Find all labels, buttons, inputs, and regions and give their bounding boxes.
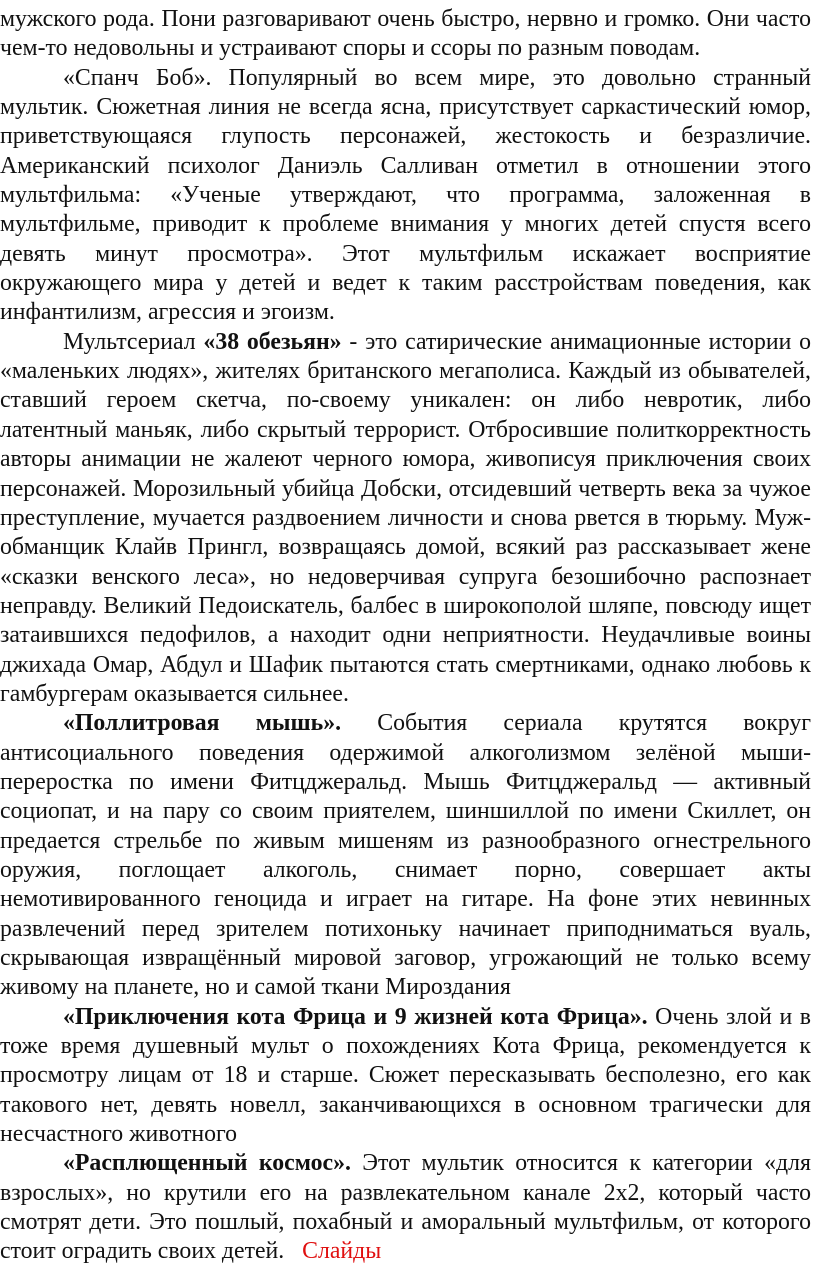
paragraph-fritz-the-cat [0,1003,811,1150]
paragraph-text: Очень злой и в тоже время душевный мульт о похождениях Кота Фрица, рекомендуется к просмотру лицам от 18 и старше. Сюжет пересказывать бесполезно, его как такового нет, девять новелл, заканчивающихся в основном трагически для несчастного животного [0,1003,811,1148]
paragraph-title-bold: «Поллитровая мышь». [63,710,342,737]
paragraph-title-bold: «Расплющенный космос». [63,1150,351,1177]
slides-link[interactable]: Слайды [302,1238,382,1265]
paragraph-text: «Спанч Боб». Популярный во всем мире, это довольно странный мультик. Сюжетная линия не всегда ясна, присутствует саркастический юмор, приветствующаяся глупость персонажей, жестокость и безразличие. Американский психолог Даниэль Салливан отметил в отношении этого мультфильма: «Ученые утверждают, что программа, заложенная в мультфильме, приводит к проблеме внимания у многих детей спустя всего девять минут просмотра». Этот мультфильм искажает восприятие окружающего мира у детей и ведет к таким расстройствам поведения, как инфантилизм, агрессия и эгоизм. [0,64,811,326]
paragraph-prefix: Мультсериал [63,328,204,355]
paragraph-text: События сериала крутятся вокруг антисоциального поведения одержимой алкоголизмом зелёной мыши-переростка по имени Фитцджеральд. Мышь Фитцджеральд — активный социопат, и на пару со своим приятелем, шиншиллой по имени Скиллет, он предается стрельбе по живым мишеням из разнообразного огнестрельного оружия, поглощает алкоголь, снимает порно, совершает акты немотивированного геноцида и играет на гитаре. На фоне этих невинных развлечений перед зрителем потихоньку начинает приподниматься вуаль, скрывающая извращённый мировой заговор, угрожающий не только всему живому на планете, но и самой ткани Мироздания [0,710,811,1001]
paragraph-half-pint-mouse [0,709,811,1002]
paragraph-title-bold: «38 обезьян» [203,328,342,355]
paragraph-spongebob [0,64,811,328]
paragraph-title-bold: «Приключения кота Фрица и 9 жизней кота Фрица». [63,1003,648,1030]
paragraph-ponies-continued [0,5,811,64]
paragraph-text: Этот мультик относится к категории «для взрослых», но крутили его на развлекательном канале 2x2, который часто смотрят дети. Это пошлый, похабный и аморальный мультфильм, от которого стоит оградить своих детей. [0,1150,811,1265]
paragraph-38-monkeys [0,328,811,709]
paragraph-squidbillies-space [0,1149,811,1266]
paragraph-text: мужского рода. Пони разговаривают очень быстро, нервно и громко. Они часто чем-то недовольны и устраивают споры и ссоры по разным поводам. [0,6,811,62]
document-body [0,5,811,1267]
paragraph-text: - это сатирические анимационные истории о «маленьких людях», жителях британского мегаполиса. Каждый из обывателей, ставший героем скетча, по-своему уникален: он либо невротик, либо латентный маньяк, либо скрытый террорист. Отбросившие политкорректность авторы анимации не жалеют черного юмора, живописуя приключения своих персонажей. Морозильный убийца Добски, отсидевший четверть века за чужое преступление, мучается раздвоением личности и снова рвется в тюрьму. Муж-обманщик Клайв Прингл, возвращаясь домой, всякий раз рассказывает жене «сказки венского леса», но недоверчивая супруга безошибочно распознает неправду. Великий Педоискатель, балбес в широкополой шляпе, повсюду ищет затаившихся педофилов, а находит одни неприятности. Неудачливые воины джихада Омар, Абдул и Шафик пытаются стать смертниками, однако любовь к гамбургерам оказывается сильнее. [0,328,812,707]
